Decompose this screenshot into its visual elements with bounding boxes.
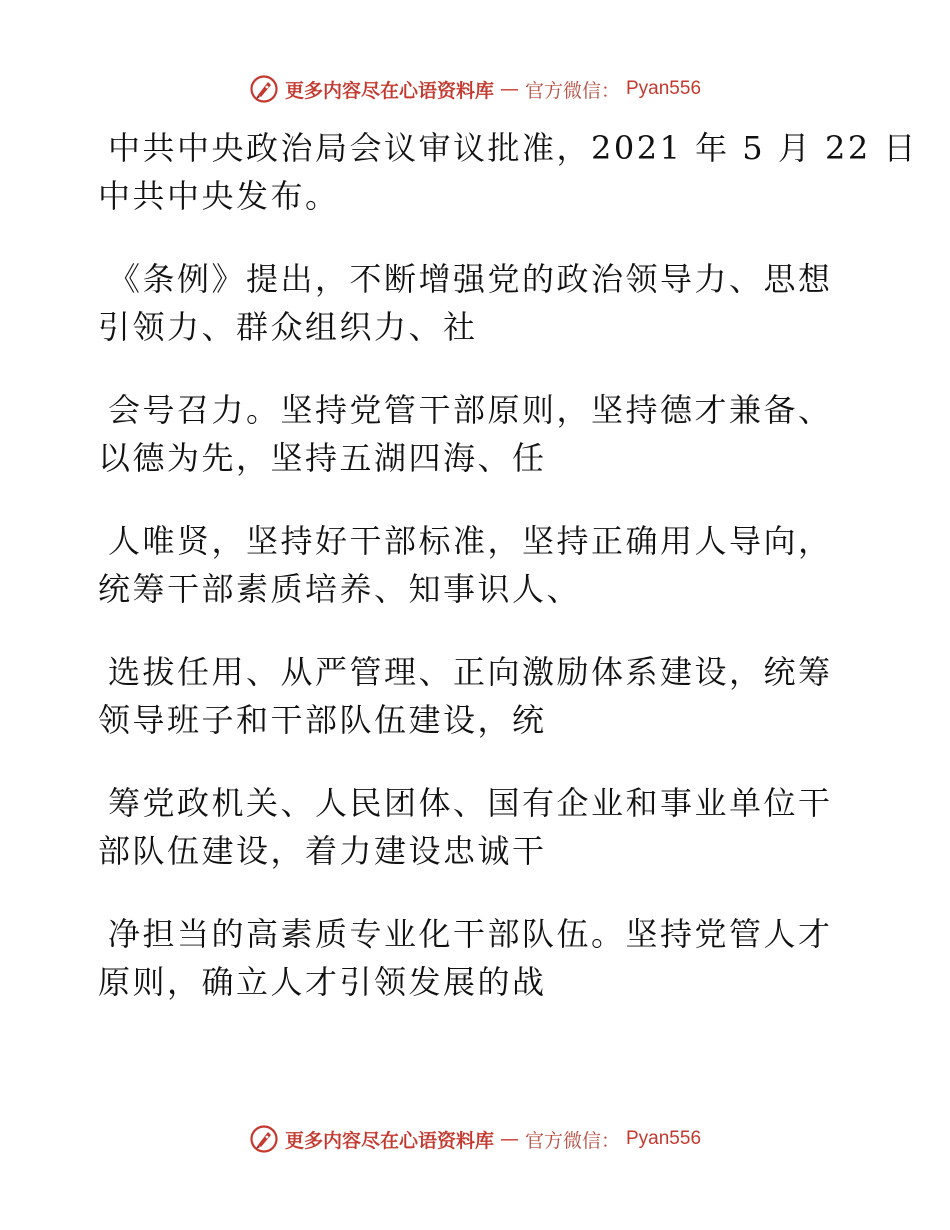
paragraph-3: [98, 386, 858, 482]
paragraph-1: [98, 124, 918, 220]
paragraph-2: [98, 255, 858, 351]
paragraph-line: 中共中央发布。: [98, 177, 340, 215]
pen-nib-logo-icon: [249, 1124, 279, 1154]
paragraph-line: 引领力、群众组织力、社: [98, 308, 478, 346]
paragraph-7: [98, 910, 858, 1006]
paragraph-line: 领导班子和干部队伍建设，统: [98, 701, 547, 739]
paragraph-line: 净担当的高素质专业化干部队伍。坚持党管人才: [108, 915, 833, 953]
paragraph-5: [98, 648, 858, 744]
document-body: [98, 124, 918, 1041]
paragraph-line: 选拔任用、从严管理、正向激励体系建设，统筹: [108, 653, 833, 691]
header-banner: [0, 74, 950, 104]
paragraph-line: 统筹干部素质培养、知事识人、: [98, 570, 582, 608]
paragraph-line: 原则，确立人才引领发展的战: [98, 963, 547, 1001]
banner-wechat-handle: Pyan556: [626, 1128, 702, 1149]
banner-lead-text: 更多内容尽在心语资料库: [284, 79, 494, 102]
banner-lead-text: 更多内容尽在心语资料库: [284, 1129, 494, 1152]
paragraph-line: 中共中央政治局会议审议批准，2021 年 5 月 22 日: [108, 129, 918, 167]
paragraph-4: [98, 517, 858, 613]
footer-banner: [0, 1124, 950, 1154]
paragraph-line: 以德为先，坚持五湖四海、任: [98, 439, 547, 477]
banner-contact-label: 官方微信：: [524, 79, 620, 102]
paragraph-line: 《条例》提出，不断增强党的政治领导力、思想: [108, 260, 833, 298]
banner-dash: —: [499, 1128, 519, 1150]
banner-dash: —: [499, 78, 519, 100]
paragraph-6: [98, 779, 858, 875]
paragraph-line: 人唯贤，坚持好干部标准，坚持正确用人导向，: [108, 522, 833, 560]
paragraph-line: 部队伍建设，着力建设忠诚干: [98, 832, 547, 870]
banner-contact-label: 官方微信：: [524, 1129, 620, 1152]
pen-nib-logo-icon: [249, 74, 279, 104]
banner-wechat-handle: Pyan556: [626, 78, 702, 99]
paragraph-line: 会号召力。坚持党管干部原则，坚持德才兼备、: [108, 391, 833, 429]
paragraph-line: 筹党政机关、人民团体、国有企业和事业单位干: [108, 784, 833, 822]
